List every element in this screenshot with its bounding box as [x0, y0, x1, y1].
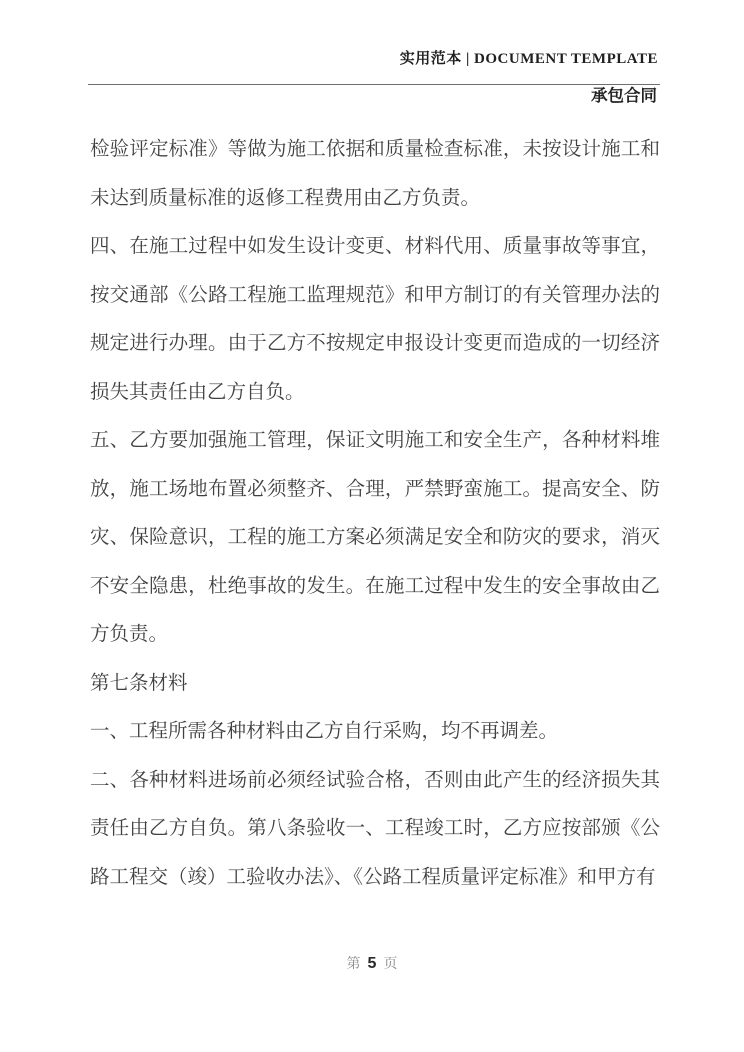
paragraph-continuation: 检验评定标准》等做为施工依据和质量检查标准，未按设计施工和未达到质量标准的返修工程费用由乙方负责。 — [90, 139, 660, 209]
clause-5-paragraph: 五、乙方要加强施工管理，保证文明施工和安全生产，各种材料堆放，施工场地布置必须整齐、合理，严禁野蛮施工。提高安全、防灾、保险意识，工程的施工方案必须满足安全和防灾的要求，消灭不安全隐患，杜绝事故的发生。在施工过程中发生的安全事故由乙方负责。 — [90, 430, 660, 645]
brand-text: 实用范本 | DOCUMENT TEMPLATE — [399, 51, 658, 67]
doc-type-label: 承包合同 — [591, 86, 657, 105]
page-header — [0, 0, 744, 106]
page-footer — [0, 953, 744, 976]
clause-7-heading: 第七条材料 — [90, 672, 188, 694]
clause-4-paragraph: 四、在施工过程中如发生设计变更、材料代用、质量事故等事宜，按交通部《公路工程施工监理规范》和甲方制订的有关管理办法的规定进行办理。由于乙方不按规定申报设计变更而造成的一切经济损失其责任由乙方自负。 — [90, 236, 660, 403]
page-number: 5 — [367, 955, 377, 972]
clause-7-item-1: 一、工程所需各种材料由乙方自行采购，均不再调差。 — [90, 721, 559, 742]
header-divider — [88, 84, 660, 85]
document-body — [90, 126, 660, 902]
footer-prefix: 第 — [346, 957, 361, 972]
footer-suffix: 页 — [383, 957, 398, 972]
clause-7-item-2: 二、各种材料进场前必须经试验合格，否则由此产生的经济损失其责任由乙方自负。第八条验收一、工程竣工时，乙方应按部颁《公路工程交（竣）工验收办法》、《公路工程质量评定标准》和甲方有 — [90, 769, 660, 888]
